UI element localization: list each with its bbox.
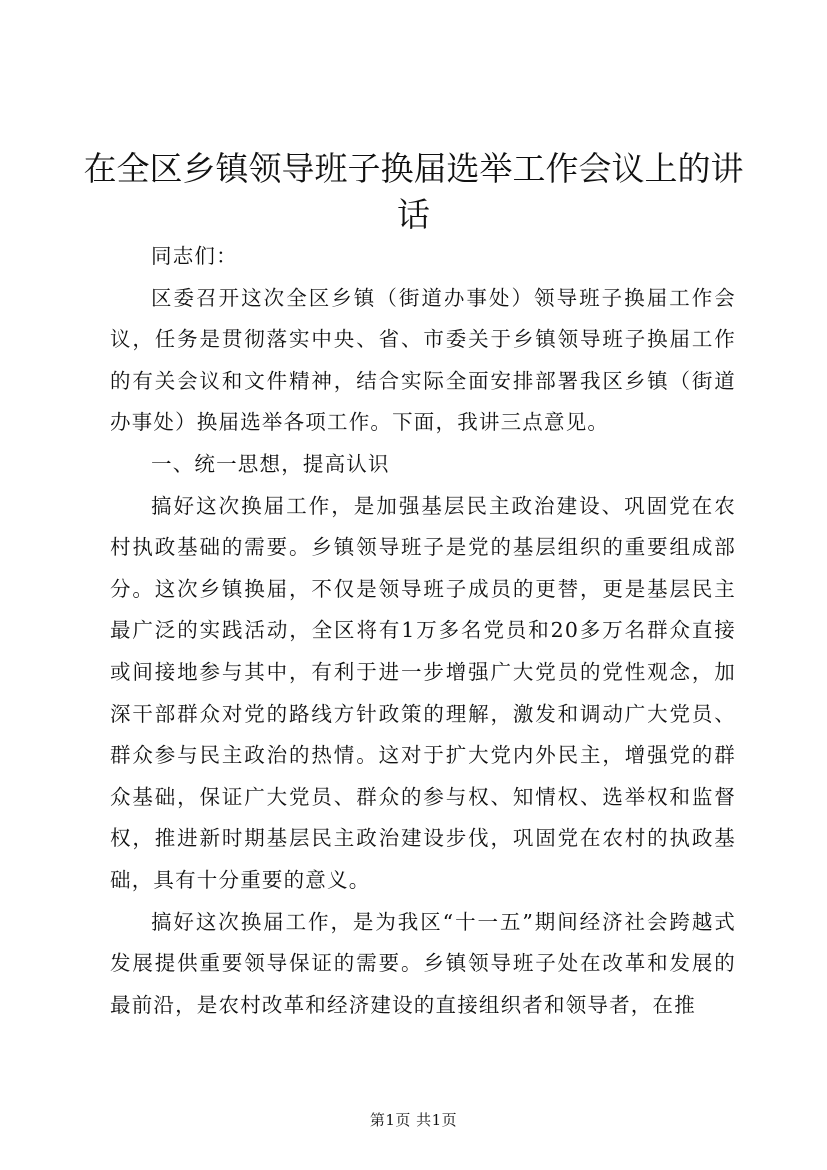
document-body <box>110 236 736 1026</box>
paragraph-1: 搞好这次换届工作，是加强基层民主政治建设、巩固党在农村执政基础的需要。乡镇领导班子是党的基层组织的重要组成部分。这次乡镇换届，不仅是领导班子成员的更替，更是基层民主最广泛的实践活动，全区将有1万多名党员和20多万名群众直接或间接地参与其中，有利于进一步增强广大党员的党性观念，加深干部群众对党的路线方针政策的理解，激发和调动广大党员、群众参与民主政治的热情。这对于扩大党内外民主，增强党的群众基础，保证广大党员、群众的参与权、知情权、选举权和监督权，推进新时期基层民主政治建设步伐，巩固党在农村的执政基础，具有十分重要的意义。 <box>110 493 736 892</box>
paragraph-intro: 区委召开这次全区乡镇（街道办事处）领导班子换届工作会议，任务是贯彻落实中央、省、市委关于乡镇领导班子换届工作的有关会议和文件精神，结合实际全面安排部署我区乡镇（街道办事处）换届选举各项工作。下面，我讲三点意见。 <box>110 285 736 435</box>
page-footer: 第1页 共1页 <box>369 1111 458 1129</box>
salutation: 同志们： <box>151 244 238 268</box>
paragraph-2: 搞好这次换届工作，是为我区“十一五”期间经济社会跨越式发展提供重要领导保证的需要。乡镇领导班子处在改革和发展的最前沿，是农村改革和经济建设的直接组织者和领导者，在推 <box>110 909 736 1017</box>
section-heading: 一、统一思想，提高认识 <box>151 451 390 476</box>
document-title: 在全区乡镇领导班子换届选举工作会议上的讲话 <box>83 149 744 234</box>
